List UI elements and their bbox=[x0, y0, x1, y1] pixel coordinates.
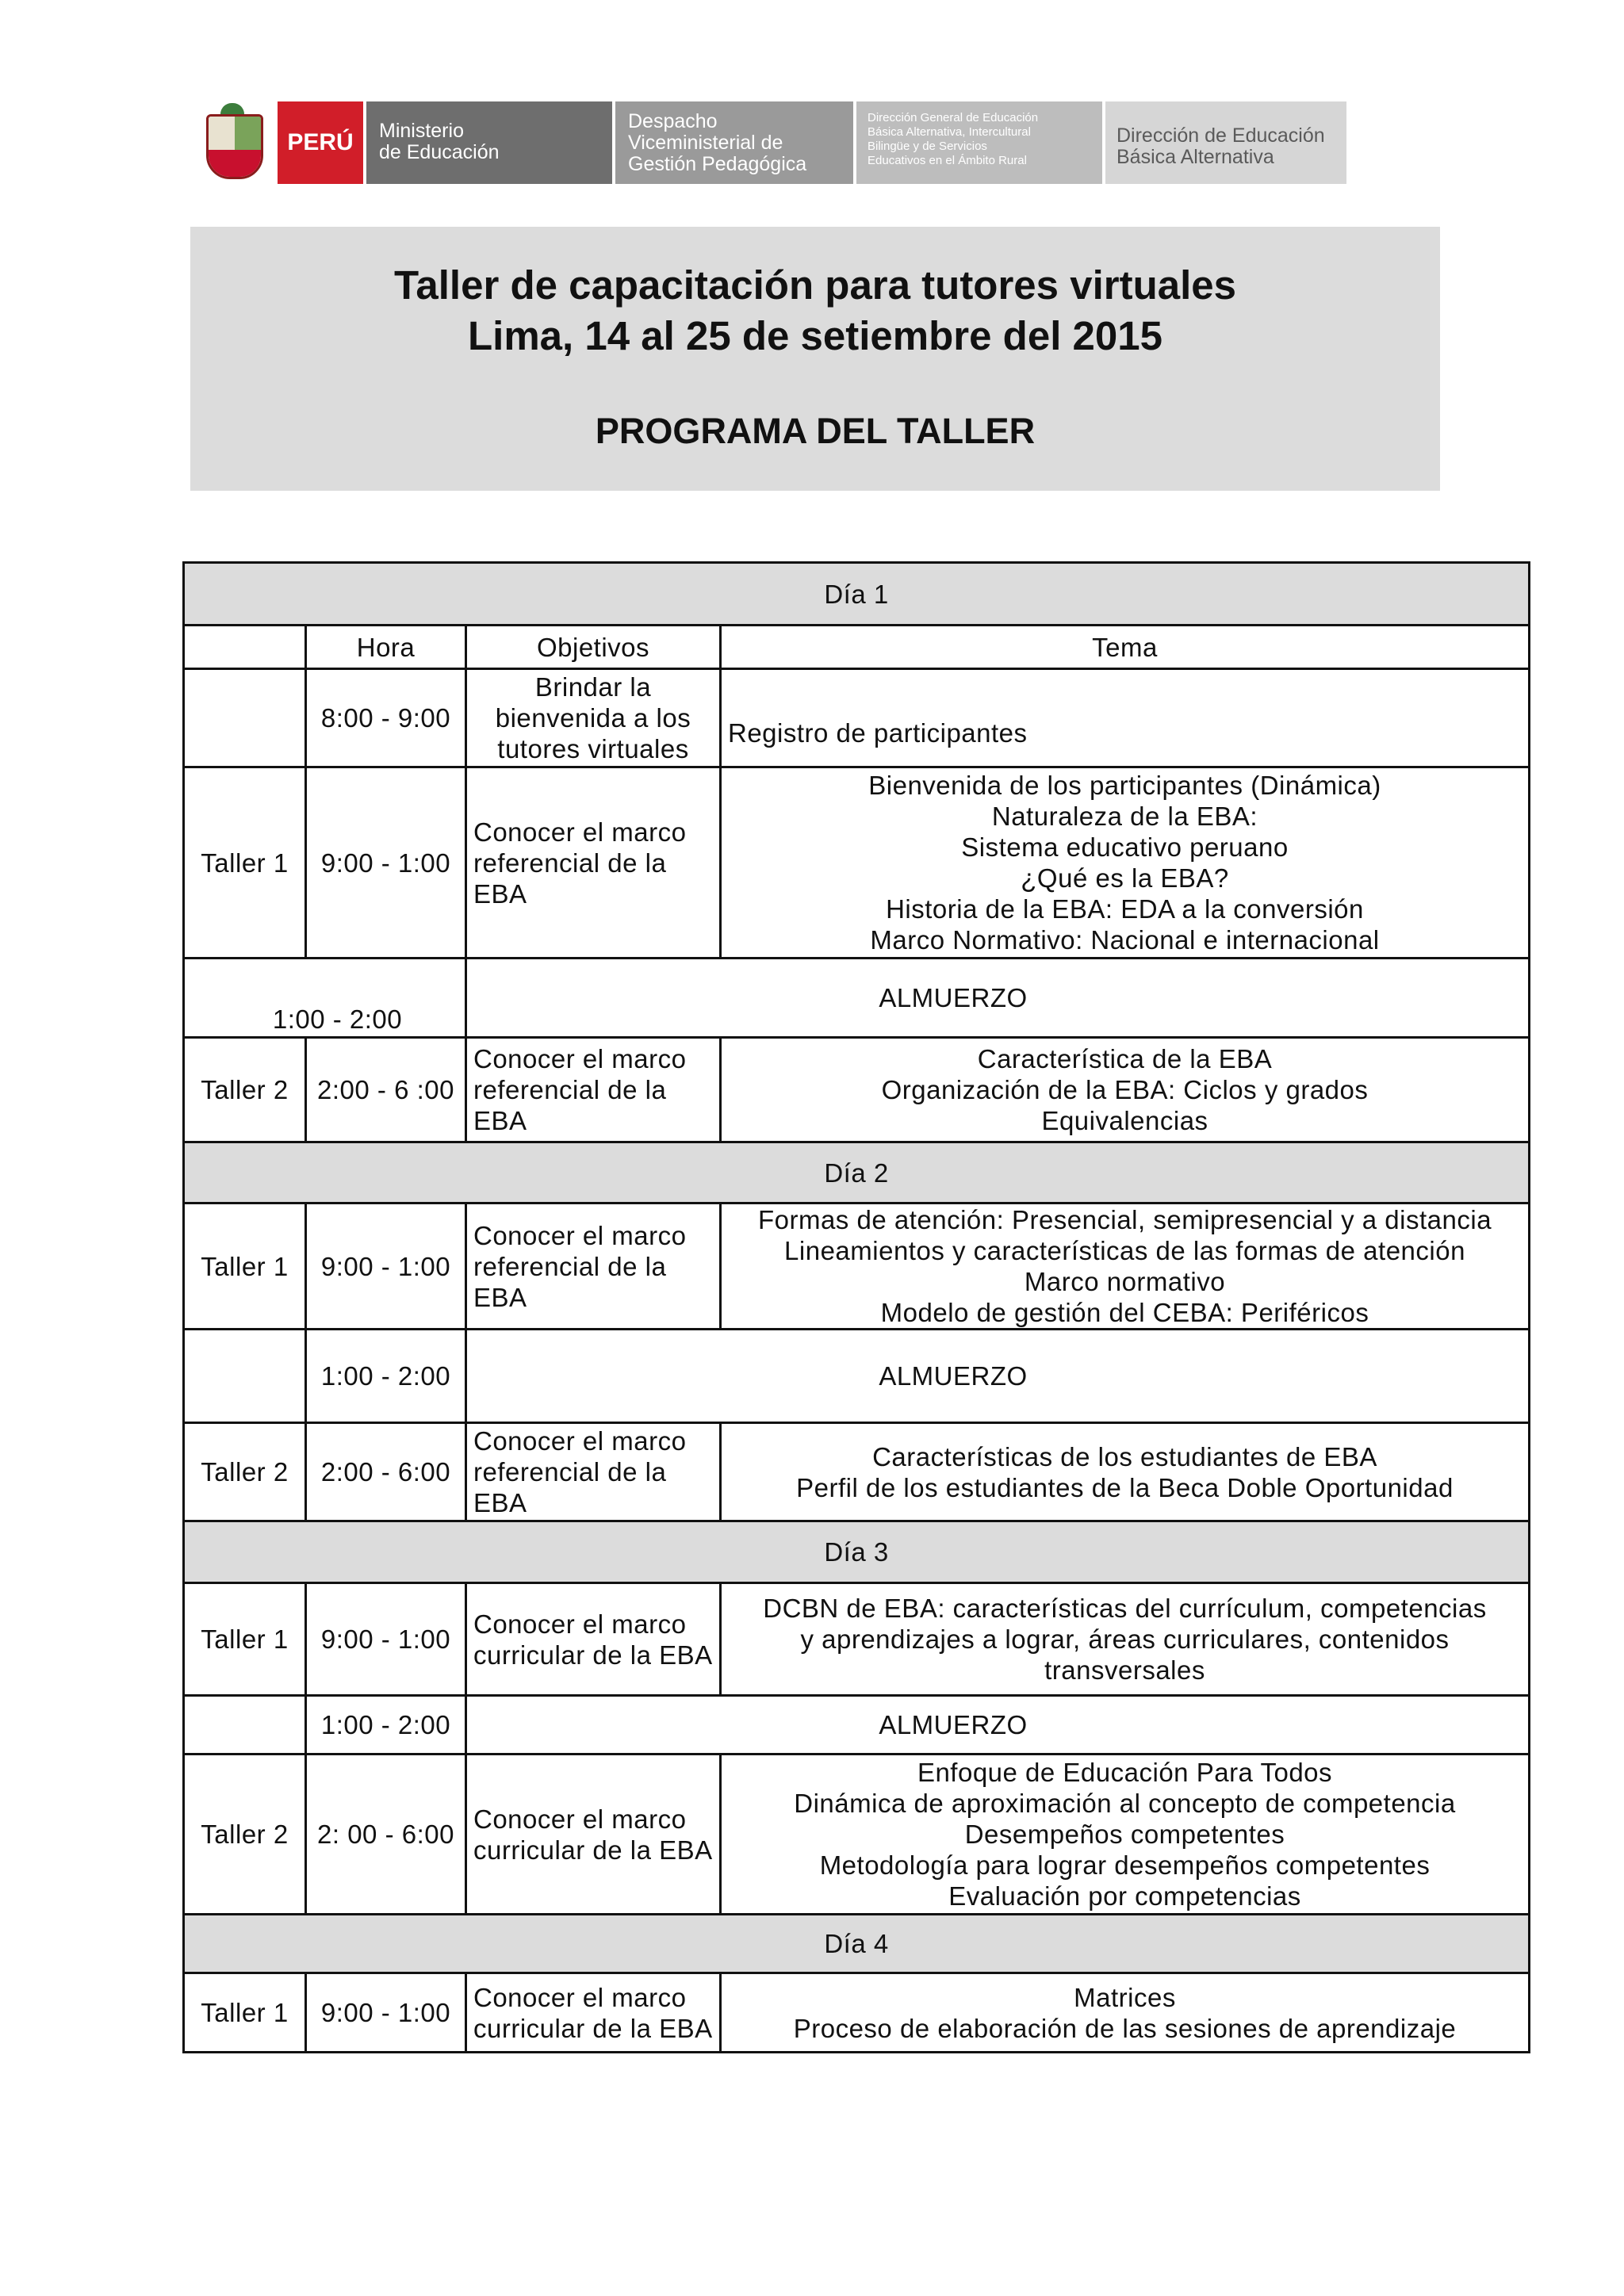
lunch-time-cell: 1:00 - 2:00 bbox=[184, 959, 466, 1038]
ministerio-block bbox=[366, 101, 612, 184]
day-label: Día 4 bbox=[184, 1915, 1530, 1973]
objetivos-cell bbox=[466, 1038, 721, 1142]
direccion-eba-line: Básica Alternativa bbox=[1116, 146, 1274, 168]
table-row bbox=[184, 1973, 1530, 2053]
despacho-line: Gestión Pedagógica bbox=[628, 153, 807, 175]
tema-line: Matrices bbox=[1074, 1982, 1176, 2012]
hora-cell: 9:00 - 1:00 bbox=[306, 1203, 466, 1330]
day-row bbox=[184, 1915, 1530, 1973]
direccion-eba-block bbox=[1105, 101, 1346, 184]
objetivo-line: curricular de la EBA bbox=[473, 1835, 713, 1865]
direccion-eba-line: Dirección de Educación bbox=[1116, 124, 1325, 147]
header-hora: Hora bbox=[306, 626, 466, 669]
lunch-row bbox=[184, 959, 1530, 1038]
objetivo-line: curricular de la EBA bbox=[473, 2013, 713, 2043]
objetivo-line: Conocer el marco bbox=[473, 817, 687, 847]
table-row bbox=[184, 1583, 1530, 1696]
objetivo-line: referencial de la EBA bbox=[473, 1457, 667, 1517]
lunch-label: ALMUERZO bbox=[466, 1696, 1530, 1755]
day-row bbox=[184, 1521, 1530, 1583]
tema-cell bbox=[721, 1038, 1530, 1142]
tema-line: Sistema educativo peruano bbox=[961, 832, 1289, 862]
objetivo-line: curricular de la EBA bbox=[473, 1640, 713, 1670]
direccion-general-line: Educativos en el Ámbito Rural bbox=[868, 154, 1027, 167]
tema-line: Dinámica de aproximación al concepto de competencia bbox=[794, 1789, 1456, 1818]
hora-cell: 2:00 - 6:00 bbox=[306, 1423, 466, 1521]
tema-cell bbox=[721, 1583, 1530, 1696]
tema-line: DCBN de EBA: características del currículum, competencias bbox=[763, 1594, 1487, 1623]
hora-cell: 2:00 - 6 :00 bbox=[306, 1038, 466, 1142]
table-row bbox=[184, 1755, 1530, 1915]
objetivo-line: Conocer el marco bbox=[473, 1426, 687, 1456]
objetivos-cell bbox=[466, 1423, 721, 1521]
taller-cell bbox=[184, 1696, 306, 1755]
tema-cell bbox=[721, 1423, 1530, 1521]
tema-line: y aprendizajes a lograr, áreas curriculares, contenidos bbox=[800, 1624, 1450, 1654]
program-heading: PROGRAMA DEL TALLER bbox=[595, 411, 1036, 451]
hora-cell: 8:00 - 9:00 bbox=[306, 669, 466, 767]
direccion-general-block bbox=[856, 101, 1102, 184]
tema-line: Características de los estudiantes de EBA bbox=[872, 1441, 1377, 1471]
header-objetivos: Objetivos bbox=[466, 626, 721, 669]
tema-line: Proceso de elaboración de las sesiones de aprendizaje bbox=[793, 2013, 1457, 2043]
lunch-row bbox=[184, 1330, 1530, 1423]
objetivo-line: Conocer el marco bbox=[473, 1982, 687, 2012]
hora-cell: 9:00 - 1:00 bbox=[306, 1973, 466, 2053]
header-banner bbox=[197, 101, 1346, 184]
day-row bbox=[184, 563, 1530, 626]
table-row bbox=[184, 1203, 1530, 1330]
direccion-general-line: Bilingüe y de Servicios bbox=[868, 140, 987, 153]
taller-cell bbox=[184, 669, 306, 767]
taller-cell: Taller 2 bbox=[184, 1755, 306, 1915]
objetivo-line: Conocer el marco bbox=[473, 1220, 687, 1250]
lunch-label: ALMUERZO bbox=[466, 1330, 1530, 1423]
table-row bbox=[184, 1038, 1530, 1142]
lunch-label: ALMUERZO bbox=[466, 959, 1530, 1038]
tema-line: Característica de la EBA bbox=[977, 1044, 1273, 1073]
objetivos-cell bbox=[466, 767, 721, 959]
tema-line: Organización de la EBA: Ciclos y grados bbox=[881, 1075, 1369, 1104]
objetivo-line: Conocer el marco bbox=[473, 1609, 687, 1639]
header-tema: Tema bbox=[721, 626, 1530, 669]
day-label: Día 1 bbox=[184, 563, 1530, 626]
objetivos-cell bbox=[466, 1203, 721, 1330]
table-row bbox=[184, 669, 1530, 767]
ministerio-line: Ministerio bbox=[379, 120, 464, 142]
header-cell-empty bbox=[184, 626, 306, 669]
tema-line: Evaluación por competencias bbox=[948, 1881, 1301, 1911]
objetivo-line: referencial de la EBA bbox=[473, 1075, 667, 1135]
hora-cell: 2: 00 - 6:00 bbox=[306, 1755, 466, 1915]
objetivos-cell bbox=[466, 1583, 721, 1696]
tema-line: Lineamientos y características de las formas de atención bbox=[784, 1236, 1465, 1265]
objetivo-line: referencial de la EBA bbox=[473, 848, 667, 909]
tema-line: Marco normativo bbox=[1024, 1267, 1226, 1296]
objetivos-cell bbox=[466, 1755, 721, 1915]
tema-cell bbox=[721, 1973, 1530, 2053]
tema-line: transversales bbox=[1044, 1655, 1205, 1685]
day-row bbox=[184, 1142, 1530, 1203]
peru-logo-text: PERÚ bbox=[278, 101, 363, 184]
taller-cell: Taller 1 bbox=[184, 1203, 306, 1330]
taller-cell: Taller 2 bbox=[184, 1423, 306, 1521]
taller-cell: Taller 1 bbox=[184, 1973, 306, 2053]
tema-line: Metodología para lograr desempeños competentes bbox=[819, 1850, 1431, 1880]
objetivo-line: referencial de la EBA bbox=[473, 1251, 667, 1312]
despacho-block bbox=[615, 101, 853, 184]
objetivo-line: Brindar la bbox=[534, 672, 652, 702]
page-title: Taller de capacitación para tutores virtuales bbox=[394, 262, 1236, 308]
tema-line: ¿Qué es la EBA? bbox=[1021, 863, 1229, 893]
program-table bbox=[182, 561, 1530, 2053]
objetivos-cell bbox=[466, 669, 721, 767]
tema-line: Naturaleza de la EBA: bbox=[991, 802, 1258, 831]
objetivo-line: tutores virtuales bbox=[497, 734, 689, 763]
direccion-general-line: Dirección General de Educación bbox=[868, 111, 1039, 124]
tema-line: Equivalencias bbox=[1041, 1106, 1208, 1135]
objetivo-line: bienvenida a los bbox=[495, 703, 691, 733]
hora-cell: 9:00 - 1:00 bbox=[306, 767, 466, 959]
tema-cell bbox=[721, 669, 1530, 767]
peru-coat-of-arms-icon bbox=[197, 101, 271, 184]
direccion-general-line: Básica Alternativa, Intercultural bbox=[868, 125, 1031, 139]
title-box bbox=[190, 227, 1440, 491]
objetivo-line: Conocer el marco bbox=[473, 1804, 687, 1834]
ministerio-line: de Educación bbox=[379, 141, 500, 163]
tema-cell bbox=[721, 1203, 1530, 1330]
tema-cell bbox=[721, 767, 1530, 959]
tema-line: Bienvenida de los participantes (Dinámica) bbox=[868, 771, 1381, 800]
taller-cell: Taller 1 bbox=[184, 767, 306, 959]
day-label: Día 2 bbox=[184, 1142, 1530, 1203]
table-row bbox=[184, 1423, 1530, 1521]
tema-cell bbox=[721, 1755, 1530, 1915]
lunch-time-cell: 1:00 - 2:00 bbox=[306, 1330, 466, 1423]
hora-cell: 9:00 - 1:00 bbox=[306, 1583, 466, 1696]
lunch-time-cell: 1:00 - 2:00 bbox=[306, 1696, 466, 1755]
taller-cell: Taller 2 bbox=[184, 1038, 306, 1142]
tema-line: Formas de atención: Presencial, semipresencial y a distancia bbox=[757, 1205, 1492, 1234]
objetivos-cell bbox=[466, 1973, 721, 2053]
table-row bbox=[184, 767, 1530, 959]
tema-line: Desempeños competentes bbox=[964, 1820, 1285, 1849]
tema-line: Perfil de los estudiantes de la Beca Doble Oportunidad bbox=[796, 1472, 1454, 1502]
despacho-line: Viceministerial de bbox=[628, 132, 783, 154]
tema-line: Enfoque de Educación Para Todos bbox=[917, 1758, 1333, 1787]
taller-cell: Taller 1 bbox=[184, 1583, 306, 1696]
objetivo-line: Conocer el marco bbox=[473, 1044, 687, 1073]
taller-cell bbox=[184, 1330, 306, 1423]
lunch-row bbox=[184, 1696, 1530, 1755]
page-subtitle: Lima, 14 al 25 de setiembre del 2015 bbox=[468, 313, 1162, 358]
tema-line: Registro de participantes bbox=[728, 718, 1028, 748]
despacho-line: Despacho bbox=[628, 110, 718, 132]
tema-line: Historia de la EBA: EDA a la conversión bbox=[886, 894, 1364, 924]
tema-line: Modelo de gestión del CEBA: Periféricos bbox=[880, 1298, 1369, 1327]
tema-line: Marco Normativo: Nacional e internacional bbox=[870, 925, 1380, 955]
day-label: Día 3 bbox=[184, 1521, 1530, 1583]
header-row bbox=[184, 626, 1530, 669]
